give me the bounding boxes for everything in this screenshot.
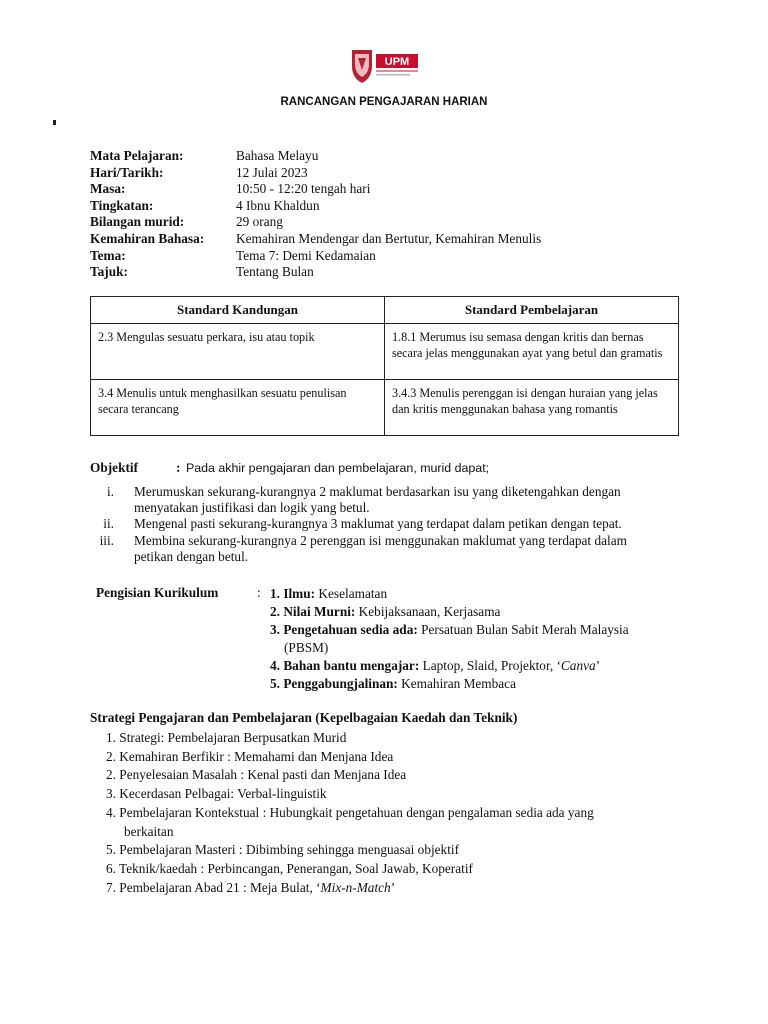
list-item [90,533,660,565]
list-number: 3. [270,622,280,637]
info-value: 12 Julai 2023 [236,164,308,180]
info-label: Tingkatan: [90,197,154,213]
list-number: 5. [270,676,280,691]
item-heading: Pengetahuan sedia ada: [283,622,418,637]
objektif-list [90,484,660,565]
info-value: Tema 7: Demi Kedamaian [236,247,376,263]
objektif-colon: : [176,460,181,475]
list-item [270,675,670,693]
strategi-title: Strategi Pengajaran dan Pembelajaran (Kepelbagaian Kaedah dan Teknik) [90,710,518,725]
list-item: 1. Strategi: Pembelajaran Berpusatkan Murid [106,730,347,745]
info-label: Hari/Tarikh: [90,164,164,180]
item-quote: ’ [595,658,601,673]
info-value: 10:50 - 12:20 tengah hari [236,181,371,197]
item-heading: Bahan bantu mengajar: [283,658,420,673]
list-item [106,879,646,898]
objektif-label: Objektif [90,460,139,475]
info-label: Mata Pelajaran: [90,148,184,163]
info-value: 4 Ibnu Khaldun [236,197,320,213]
item-italic: Canva [560,658,596,673]
item-quote: ’ [390,879,396,895]
table-row [91,380,679,436]
table-header: Standard Pembelajaran [385,297,679,324]
objektif-heading [90,460,490,476]
list-item: 4. Pembelajaran Kontekstual : Hubungkait pengetahuan dengan pengalaman sedia ada yang [106,804,594,820]
info-label: Tema: [90,247,126,263]
item-text: Persatuan Bulan Sabit Merah Malaysia [421,622,629,637]
list-number: iii. [99,532,114,548]
item-italic: Mix-n-Match [320,879,391,895]
info-label: Bilangan murid: [90,214,185,230]
item-text: Kemahiran Membaca [401,676,516,691]
kurikulum-list [270,585,670,693]
stray-mark [53,120,56,125]
item-text: Kebijaksanaan, Kerjasama [358,604,501,619]
kurikulum-colon: : [257,585,261,600]
document-title: RANCANGAN PENGAJARAN HARIAN [280,96,488,108]
item-heading: Ilmu: [283,586,316,601]
item-continuation: berkaitan [124,823,174,839]
item-text: Keselamatan [318,586,388,601]
table-cell: 3.4.3 Menulis perenggan isi dengan huraian yang jelas dan kritis menggunakan bahasa yang romantis [385,380,679,436]
list-item [90,484,660,516]
list-item: 2. Kemahiran Berfikir : Memahami dan Menjana Idea [106,748,394,764]
objektif-intro: Pada akhir pengajaran dan pembelajaran, murid dapat; [186,461,490,475]
info-value: Tentang Bulan [236,264,314,280]
list-number: i. [106,484,114,499]
list-item: 5. Pembelajaran Masteri : Dibimbing sehingga menguasai objektif [106,842,460,858]
list-text: Membina sekurang-kurangnya 2 perenggan isi menggunakan maklumat yang terdapat dalam petikan dengan betul. [134,532,627,564]
svg-text:UPM: UPM [384,56,410,68]
item-text: Laptop, Slaid, Projektor, ‘ [422,658,561,673]
table-cell: 2.3 Mengulas sesuatu perkara, isu atau topik [91,324,385,380]
upm-logo [350,48,420,84]
item-text: 7. Pembelajaran Abad 21 : Meja Bulat, ‘ [106,879,321,895]
list-item: 3. Kecerdasan Pelbagai: Verbal-linguistik [106,786,327,802]
standard-table [90,296,679,436]
info-label: Tajuk: [90,264,128,280]
list-item [270,621,670,639]
item-heading: Nilai Murni: [283,604,356,619]
list-text: Mengenal pasti sekurang-kurangnya 3 maklumat yang terdapat dalam petikan dengan tepat. [134,516,622,532]
table-cell: 1.8.1 Merumus isu semasa dengan kritis dan bernas secara jelas menggunakan ayat yang betul dan gramatis [385,324,679,380]
list-item [270,603,670,621]
info-label: Masa: [90,181,126,197]
strategi-list [106,729,646,897]
info-value: Bahasa Melayu [236,148,319,163]
list-number: 2. [270,604,280,619]
list-number: 1. [270,586,280,601]
table-header-row [91,297,679,324]
table-row [91,324,679,380]
list-text: Merumuskan sekurang-kurangnya 2 maklumat berdasarkan isu yang diketengahkan dengan menyatakan justifikasi dan logik yang betul. [134,484,621,516]
info-label: Kemahiran Bahasa: [90,230,205,246]
list-number: ii. [103,516,114,532]
list-item [90,516,660,532]
list-item: 6. Teknik/kaedah : Perbincangan, Penerangan, Soal Jawab, Koperatif [106,860,473,876]
list-item: 2. Penyelesaian Masalah : Kenal pasti dan Menjana Idea [106,767,407,783]
list-item [270,585,670,603]
info-value: Kemahiran Mendengar dan Bertutur, Kemahiran Menulis [236,230,542,246]
table-header: Standard Kandungan [91,297,385,324]
list-number: 4. [270,658,280,673]
item-continuation: (PBSM) [284,640,329,655]
info-value: 29 orang [236,214,283,230]
kurikulum-label: Pengisian Kurikulum [96,585,219,600]
list-item [270,657,670,675]
item-heading: Penggabungjalinan: [283,676,398,691]
table-cell: 3.4 Menulis untuk menghasilkan sesuatu penulisan secara terancang [91,380,385,436]
